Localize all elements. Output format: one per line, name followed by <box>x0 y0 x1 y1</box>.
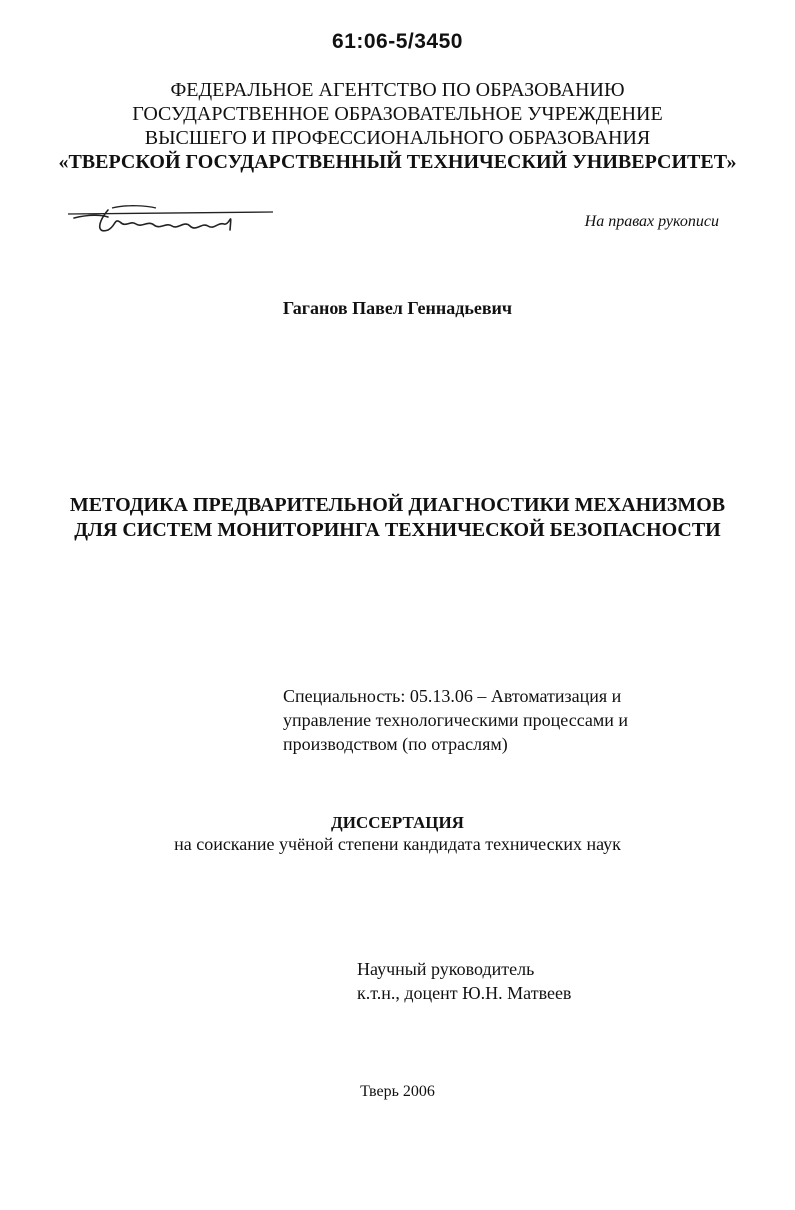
agency-line-2: ГОСУДАРСТВЕННОЕ ОБРАЗОВАТЕЛЬНОЕ УЧРЕЖДЕНИЕ <box>132 103 663 125</box>
agency-header <box>0 78 795 174</box>
dissertation-subtitle: на соискание учёной степени кандидата технических наук <box>174 834 621 854</box>
specialty-line-1: Специальность: 05.13.06 – Автоматизация и <box>283 686 622 706</box>
dissertation-title <box>0 493 795 543</box>
university-name: «ТВЕРСКОЙ ГОСУДАРСТВЕННЫЙ ТЕХНИЧЕСКИЙ УНИВЕРСИТЕТ» <box>58 151 737 173</box>
handwritten-signature <box>68 200 273 242</box>
agency-line-3: ВЫСШЕГО И ПРОФЕССИОНАЛЬНОГО ОБРАЗОВАНИЯ <box>144 127 651 149</box>
advisor-block <box>357 957 571 1005</box>
author-name: Гаганов Павел Геннадьевич <box>282 298 513 318</box>
agency-line-1: ФЕДЕРАЛЬНОЕ АГЕНТСТВО ПО ОБРАЗОВАНИЮ <box>170 79 625 101</box>
dissertation-heading: ДИССЕРТАЦИЯ <box>331 813 464 832</box>
call-number: 61:06-5/3450 <box>332 30 463 53</box>
specialty-line-2: управление технологическими процессами и <box>283 710 629 730</box>
title-line-2: ДЛЯ СИСТЕМ МОНИТОРИНГА ТЕХНИЧЕСКОЙ БЕЗОПАСНОСТИ <box>74 519 721 541</box>
specialty-block <box>283 684 628 756</box>
title-line-1: МЕТОДИКА ПРЕДВАРИТЕЛЬНОЙ ДИАГНОСТИКИ МЕХАНИЗМОВ <box>69 494 726 516</box>
advisor-line-2: к.т.н., доцент Ю.Н. Матвеев <box>357 983 572 1003</box>
specialty-line-3: производством (по отраслям) <box>283 734 508 754</box>
city-year: Тверь 2006 <box>360 1083 435 1100</box>
manuscript-note: На правах рукописи <box>584 213 719 230</box>
advisor-line-1: Научный руководитель <box>357 959 535 979</box>
